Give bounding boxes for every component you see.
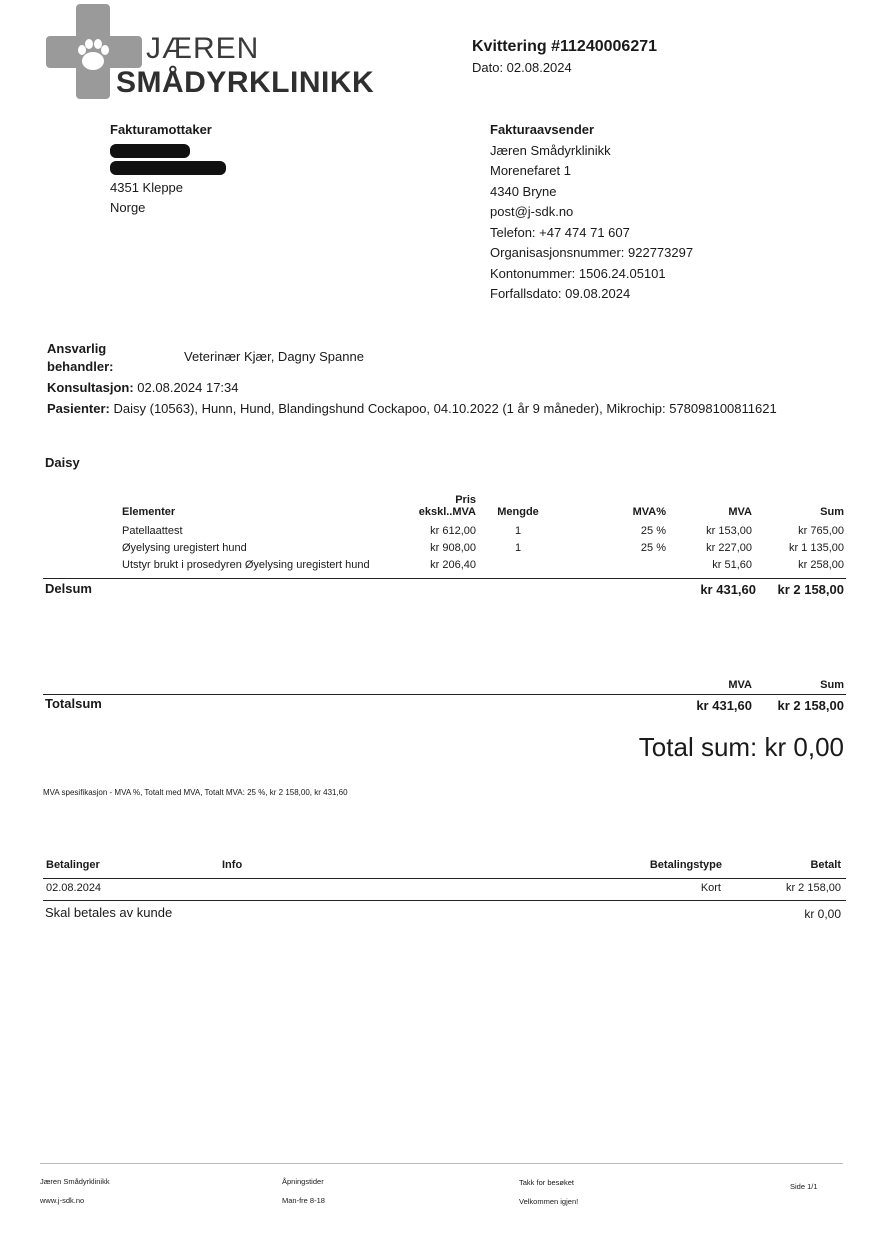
total-header-vat: MVA: [728, 679, 752, 691]
item-qty: 1: [514, 541, 522, 554]
subtotal-sum: kr 2 158,00: [777, 582, 844, 597]
subtotal-vat: kr 431,60: [700, 582, 756, 597]
table-row: [118, 522, 848, 539]
item-sum: kr 258,00: [798, 558, 844, 571]
footer-welcome: Velkommen igjen!: [519, 1197, 579, 1206]
patient-label: Pasienter:: [47, 401, 110, 416]
subtotal-divider: [43, 578, 846, 579]
responsible-value: Veterinær Kjær, Dagny Spanne: [184, 349, 364, 364]
vat-specification: MVA spesifikasjon - MVA %, Totalt med MVA, Totalt MVA: 25 %, kr 2 158,00, kr 431,60: [43, 788, 348, 797]
footer-clinic: Jæren Smådyrklinikk: [40, 1177, 110, 1186]
payment-type: Kort: [700, 882, 721, 894]
recipient-heading: Fakturamottaker: [110, 122, 212, 137]
invoice-recipient: [110, 120, 360, 219]
item-price: kr 908,00: [430, 541, 476, 554]
item-name: Utstyr brukt i prosedyren Øyelysing uregistert hund: [122, 558, 370, 571]
item-sum: kr 765,00: [798, 524, 844, 537]
footer-thanks: Takk for besøket: [519, 1178, 575, 1187]
payments-paid-header: Betalt: [810, 859, 841, 871]
sender-phone: Telefon: +47 474 71 607: [490, 224, 630, 240]
footer-divider: [40, 1163, 843, 1164]
col-vat-pct: MVA%: [632, 506, 666, 518]
col-price: [380, 494, 480, 522]
sender-due-date: Forfallsdato: 09.08.2024: [490, 286, 631, 301]
payment-date: 02.08.2024: [46, 882, 102, 894]
receipt-date: Dato: 02.08.2024: [472, 60, 572, 75]
table-row: [118, 539, 848, 556]
col-price-line1: Pris: [455, 494, 476, 506]
payments-bottom-divider: [43, 900, 846, 901]
sender-org-number: Organisasjonsnummer: 922773297: [490, 245, 694, 260]
item-vat: kr 153,00: [706, 524, 752, 537]
sender-line: Morenefaret 1: [490, 163, 571, 178]
payments-info-header: Info: [222, 859, 243, 871]
items-table: [118, 494, 848, 573]
grand-total: Total sum: kr 0,00: [638, 732, 844, 762]
recipient-country: Norge: [110, 200, 146, 215]
footer-hours-label: Åpningstider: [282, 1177, 324, 1186]
consultation-line: [47, 380, 239, 395]
amount-due-label: Skal betales av kunde: [45, 905, 173, 920]
responsible-label: Ansvarlig behandler:: [47, 341, 114, 374]
consultation-label: Konsultasjon:: [47, 380, 134, 395]
item-vat-pct: 25 %: [640, 541, 666, 554]
logo-text-line1: JÆREN: [146, 32, 260, 65]
sender-email: post@j-sdk.no: [490, 204, 574, 219]
payment-amount: kr 2 158,00: [785, 882, 841, 894]
col-price-line2: ekskl..MVA: [418, 506, 476, 518]
amount-due-value: kr 0,00: [804, 907, 841, 921]
item-name: Øyelysing uregistert hund: [122, 541, 247, 554]
item-vat: kr 51,60: [712, 558, 752, 571]
total-header-sum: Sum: [820, 679, 844, 691]
item-sum: kr 1 135,00: [788, 541, 844, 554]
sender-line: 4340 Bryne: [490, 183, 557, 199]
patient-line: [47, 401, 777, 416]
item-vat-pct: 25 %: [640, 524, 666, 537]
item-name: Patellaattest: [122, 524, 183, 537]
logo-text-line2: SMÅDYRKLINIKK: [116, 66, 375, 99]
footer-web: www.j-sdk.no: [40, 1196, 85, 1205]
item-price: kr 612,00: [430, 524, 476, 537]
sender-account-number: Kontonummer: 1506.24.05101: [490, 265, 666, 281]
col-sum: Sum: [820, 506, 844, 518]
patient-value: Daisy (10563), Hunn, Hund, Blandingshund Cockapoo, 04.10.2022 (1 år 9 måneder), Mikrochip: 578098100811621: [113, 401, 777, 416]
item-vat-pct: [556, 556, 670, 573]
item-qty: [480, 556, 556, 573]
total-sum: kr 2 158,00: [777, 698, 844, 713]
item-price: kr 206,40: [430, 558, 476, 571]
subtotal-label: Delsum: [45, 581, 92, 596]
item-qty: 1: [514, 524, 522, 537]
total-divider: [43, 694, 846, 695]
total-label: Totalsum: [45, 696, 102, 711]
patient-section-title: Daisy: [45, 455, 80, 470]
footer-page-number: Side 1/1: [790, 1182, 818, 1191]
sender-heading: Fakturaavsender: [490, 122, 595, 137]
consultation-value: 02.08.2024 17:34: [137, 380, 239, 395]
payments-header: Betalinger: [46, 859, 100, 871]
items-header-row: [118, 494, 848, 522]
col-vat: MVA: [728, 506, 752, 518]
footer-hours: Man-fre 8-18: [282, 1196, 325, 1205]
clinic-logo: [46, 4, 375, 99]
payments-divider: [43, 878, 846, 879]
sender-line: Jæren Smådyrklinikk: [490, 142, 611, 158]
table-row: [118, 556, 848, 573]
col-qty: Mengde: [497, 506, 539, 518]
item-vat: kr 227,00: [706, 541, 752, 554]
receipt-title: Kvittering #11240006271: [472, 38, 658, 55]
redacted-name: [110, 144, 190, 158]
total-vat: kr 431,60: [696, 698, 752, 713]
invoice-sender: [490, 120, 810, 305]
redacted-address: [110, 161, 226, 175]
payments-type-header: Betalingstype: [649, 859, 722, 871]
col-elements: Elementer: [122, 506, 176, 518]
recipient-postal: 4351 Kleppe: [110, 179, 184, 195]
